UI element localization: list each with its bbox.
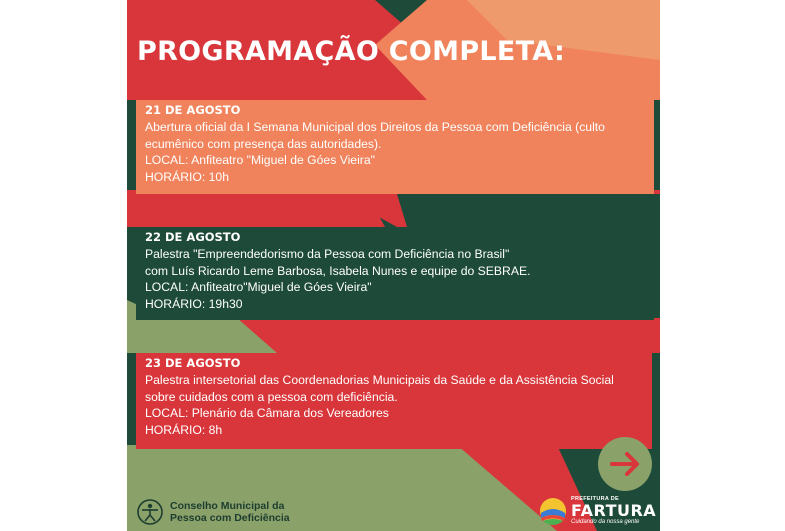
city-name: FARTURA — [571, 500, 657, 520]
event-card-aug-21 — [136, 100, 654, 194]
event-location: LOCAL: Plenário da Câmara dos Vereadores — [145, 406, 389, 420]
event-date: 21 DE AGOSTO — [145, 103, 241, 117]
fartura-sun-icon — [538, 496, 568, 526]
prefeitura-label: PREFEITURA DE — [571, 496, 620, 503]
event-description: Abertura oficial da I Semana Municipal dos Direitos da Pessoa com Deficiência (culto ecumênico com presença das autoridades). — [145, 120, 605, 151]
council-name-line2: Pessoa com Deficiência — [170, 512, 290, 524]
event-poster — [127, 0, 660, 531]
event-time: HORÁRIO: 10h — [145, 169, 229, 184]
next-button[interactable] — [598, 437, 652, 491]
event-time: HORÁRIO: 19h30 — [145, 296, 243, 311]
event-card-aug-22 — [136, 227, 654, 320]
event-date: 23 DE AGOSTO — [145, 356, 241, 370]
event-description: Palestra intersetorial das Coordenadorias Municipais da Saúde e da Assistência Social sobre cuidados com a pessoa com deficiência. — [145, 373, 614, 404]
city-slogan: Cuidando da nossa gente — [571, 518, 640, 525]
event-location: LOCAL: Anfiteatro"Miguel de Góes Vieira" — [145, 280, 372, 294]
page-title: PROGRAMAÇÃO COMPLETA: — [137, 36, 566, 67]
event-location: LOCAL: Anfiteatro "Miguel de Góes Vieira" — [145, 153, 375, 167]
arrow-right-icon — [598, 437, 652, 491]
event-card-aug-23 — [136, 353, 652, 449]
event-date: 22 DE AGOSTO — [145, 230, 241, 244]
event-description: Palestra "Empreendedorismo da Pessoa com Deficiência no Brasil" — [145, 247, 510, 261]
council-name-line1: Conselho Municipal da — [170, 500, 285, 512]
prefeitura-logo-block — [538, 494, 656, 528]
event-speakers: com Luís Ricardo Leme Barbosa, Isabela Nunes e equipe do SEBRAE. — [145, 263, 531, 278]
accessibility-icon — [135, 497, 165, 527]
council-logo-block — [135, 497, 290, 527]
event-time: HORÁRIO: 8h — [145, 422, 223, 437]
